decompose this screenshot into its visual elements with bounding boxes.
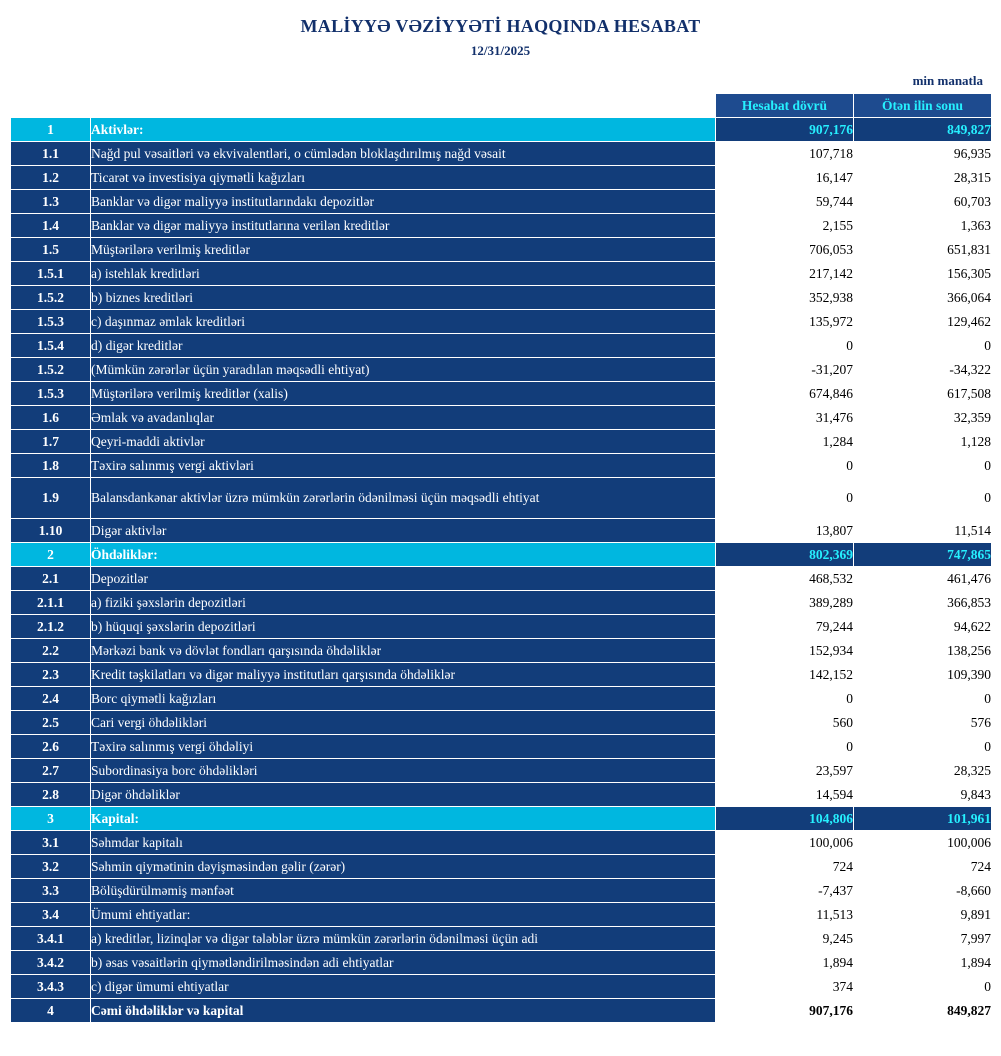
- row-number: 2.5: [11, 711, 91, 735]
- row-label: b) əsas vəsaitlərin qiymətləndirilməsindən adi ehtiyatlar: [91, 951, 716, 975]
- row-previous-value: 9,843: [854, 783, 992, 807]
- row-current-value: 1,894: [716, 951, 854, 975]
- table-row: [11, 286, 992, 310]
- table-row: [11, 478, 992, 519]
- row-number: 1.1: [11, 142, 91, 166]
- row-label: Səhmin qiymətinin dəyişməsindən gəlir (zərər): [91, 855, 716, 879]
- header-current-period: Hesabat dövrü: [716, 94, 854, 118]
- table-row: [11, 262, 992, 286]
- row-number: 3.3: [11, 879, 91, 903]
- row-number: 3.2: [11, 855, 91, 879]
- row-number: 3.4: [11, 903, 91, 927]
- row-previous-value: 0: [854, 454, 992, 478]
- row-label: Balansdankənar aktivlər üzrə mümkün zərərlərin ödənilməsi üçün məqsədli ehtiyat: [91, 478, 716, 519]
- row-label: Banklar və digər maliyyə institutlarına verilən kreditlər: [91, 214, 716, 238]
- row-current-value: 23,597: [716, 759, 854, 783]
- row-number: 1.5.1: [11, 262, 91, 286]
- row-previous-value: 96,935: [854, 142, 992, 166]
- row-current-value: -31,207: [716, 358, 854, 382]
- table-row: [11, 663, 992, 687]
- row-label: Səhmdar kapitalı: [91, 831, 716, 855]
- table-row: [11, 142, 992, 166]
- row-current-value: 0: [716, 687, 854, 711]
- row-label: Ticarət və investisiya qiymətli kağızları: [91, 166, 716, 190]
- row-previous-value: 28,325: [854, 759, 992, 783]
- row-previous-value: 724: [854, 855, 992, 879]
- row-previous-value: 0: [854, 687, 992, 711]
- row-number: 1.5.2: [11, 286, 91, 310]
- row-label: Digər öhdəliklər: [91, 783, 716, 807]
- row-previous-value: 156,305: [854, 262, 992, 286]
- row-label: a) istehlak kreditləri: [91, 262, 716, 286]
- row-current-value: 560: [716, 711, 854, 735]
- table-row: [11, 358, 992, 382]
- row-current-value: -7,437: [716, 879, 854, 903]
- row-previous-value: 101,961: [854, 807, 992, 831]
- row-number: 2.1.2: [11, 615, 91, 639]
- row-number: 3.4.2: [11, 951, 91, 975]
- table-row: [11, 927, 992, 951]
- row-previous-value: 138,256: [854, 639, 992, 663]
- row-label: Cəmi öhdəliklər və kapital: [91, 999, 716, 1023]
- row-current-value: 706,053: [716, 238, 854, 262]
- row-current-value: 11,513: [716, 903, 854, 927]
- row-previous-value: 9,891: [854, 903, 992, 927]
- row-number: 3: [11, 807, 91, 831]
- row-number: 2.3: [11, 663, 91, 687]
- row-number: 2.6: [11, 735, 91, 759]
- row-label: a) fiziki şəxslərin depozitləri: [91, 591, 716, 615]
- row-label: Ümumi ehtiyatlar:: [91, 903, 716, 927]
- row-current-value: 79,244: [716, 615, 854, 639]
- row-previous-value: 651,831: [854, 238, 992, 262]
- row-current-value: 0: [716, 735, 854, 759]
- row-previous-value: 100,006: [854, 831, 992, 855]
- row-previous-value: 0: [854, 975, 992, 999]
- table-row: [11, 951, 992, 975]
- header-name: [91, 94, 716, 118]
- row-current-value: 1,284: [716, 430, 854, 454]
- row-number: 1.4: [11, 214, 91, 238]
- row-number: 2: [11, 543, 91, 567]
- row-previous-value: 366,064: [854, 286, 992, 310]
- row-label: Bölüşdürülməmiş mənfəət: [91, 879, 716, 903]
- table-row: [11, 855, 992, 879]
- row-label: b) hüquqi şəxslərin depozitləri: [91, 615, 716, 639]
- row-number: 2.4: [11, 687, 91, 711]
- row-label: d) digər kreditlər: [91, 334, 716, 358]
- row-label: Təxirə salınmış vergi öhdəliyi: [91, 735, 716, 759]
- row-label: c) digər ümumi ehtiyatlar: [91, 975, 716, 999]
- row-label: Depozitlər: [91, 567, 716, 591]
- row-label: Öhdəliklər:: [91, 543, 716, 567]
- table-row: [11, 591, 992, 615]
- row-previous-value: 1,363: [854, 214, 992, 238]
- row-number: 2.2: [11, 639, 91, 663]
- row-current-value: 152,934: [716, 639, 854, 663]
- row-number: 1.7: [11, 430, 91, 454]
- row-label: Borc qiymətli kağızları: [91, 687, 716, 711]
- table-header-row: [11, 94, 992, 118]
- row-label: Aktivlər:: [91, 118, 716, 142]
- row-number: 2.7: [11, 759, 91, 783]
- row-previous-value: -8,660: [854, 879, 992, 903]
- row-previous-value: 11,514: [854, 519, 992, 543]
- row-current-value: 907,176: [716, 118, 854, 142]
- table-row: [11, 687, 992, 711]
- row-number: 1.9: [11, 478, 91, 519]
- row-previous-value: 32,359: [854, 406, 992, 430]
- table-row: [11, 903, 992, 927]
- row-current-value: 352,938: [716, 286, 854, 310]
- row-current-value: 100,006: [716, 831, 854, 855]
- row-current-value: 31,476: [716, 406, 854, 430]
- header-number: [11, 94, 91, 118]
- row-label: Subordinasiya borc öhdəlikləri: [91, 759, 716, 783]
- row-current-value: 468,532: [716, 567, 854, 591]
- table-row: [11, 382, 992, 406]
- table-row: [11, 567, 992, 591]
- row-previous-value: 576: [854, 711, 992, 735]
- row-current-value: 217,142: [716, 262, 854, 286]
- row-label: Mərkəzi bank və dövlət fondları qarşısında öhdəliklər: [91, 639, 716, 663]
- table-row: [11, 735, 992, 759]
- row-previous-value: 0: [854, 735, 992, 759]
- table-row: [11, 879, 992, 903]
- row-previous-value: 1,894: [854, 951, 992, 975]
- table-body: [11, 118, 992, 1023]
- row-current-value: 389,289: [716, 591, 854, 615]
- financial-statement-table: [10, 93, 992, 1023]
- row-previous-value: 0: [854, 334, 992, 358]
- row-current-value: 0: [716, 334, 854, 358]
- table-row: [11, 214, 992, 238]
- table-row: [11, 118, 992, 142]
- row-previous-value: -34,322: [854, 358, 992, 382]
- row-number: 1.6: [11, 406, 91, 430]
- row-number: 3.1: [11, 831, 91, 855]
- row-number: 2.1.1: [11, 591, 91, 615]
- row-current-value: 907,176: [716, 999, 854, 1023]
- row-label: Müştərilərə verilmiş kreditlər (xalis): [91, 382, 716, 406]
- table-row: [11, 334, 992, 358]
- row-current-value: 0: [716, 478, 854, 519]
- currency-unit-label: min manatla: [912, 73, 983, 88]
- row-label: Cari vergi öhdəlikləri: [91, 711, 716, 735]
- row-previous-value: 1,128: [854, 430, 992, 454]
- row-current-value: 724: [716, 855, 854, 879]
- table-row: [11, 975, 992, 999]
- row-previous-value: 94,622: [854, 615, 992, 639]
- row-number: 1.8: [11, 454, 91, 478]
- table-row: [11, 615, 992, 639]
- row-previous-value: 366,853: [854, 591, 992, 615]
- table-row: [11, 238, 992, 262]
- table-row: [11, 430, 992, 454]
- report-date: 12/31/2025: [470, 43, 531, 58]
- table-row: [11, 831, 992, 855]
- table-row: [11, 639, 992, 663]
- row-label: Əmlak və avadanlıqlar: [91, 406, 716, 430]
- row-label: Kapital:: [91, 807, 716, 831]
- row-previous-value: 0: [854, 478, 992, 519]
- row-previous-value: 129,462: [854, 310, 992, 334]
- table-row: [11, 406, 992, 430]
- row-number: 4: [11, 999, 91, 1023]
- row-number: 1.2: [11, 166, 91, 190]
- row-current-value: 2,155: [716, 214, 854, 238]
- row-current-value: 374: [716, 975, 854, 999]
- table-row: [11, 999, 992, 1023]
- table-row: [11, 783, 992, 807]
- row-number: 1.5.4: [11, 334, 91, 358]
- table-row: [11, 759, 992, 783]
- row-current-value: 802,369: [716, 543, 854, 567]
- table-row: [11, 519, 992, 543]
- row-previous-value: 747,865: [854, 543, 992, 567]
- row-label: b) biznes kreditləri: [91, 286, 716, 310]
- row-current-value: 107,718: [716, 142, 854, 166]
- row-number: 3.4.1: [11, 927, 91, 951]
- row-previous-value: 7,997: [854, 927, 992, 951]
- row-number: 1.3: [11, 190, 91, 214]
- row-label: Banklar və digər maliyyə institutlarındakı depozitlər: [91, 190, 716, 214]
- table-row: [11, 543, 992, 567]
- row-number: 2.1: [11, 567, 91, 591]
- row-number: 1.5.3: [11, 382, 91, 406]
- row-label: Müştərilərə verilmiş kreditlər: [91, 238, 716, 262]
- row-current-value: 59,744: [716, 190, 854, 214]
- table-row: [11, 310, 992, 334]
- row-label: Kredit təşkilatları və digər maliyyə institutları qarşısında öhdəliklər: [91, 663, 716, 687]
- row-number: 1.5.2: [11, 358, 91, 382]
- row-label: Qeyri-maddi aktivlər: [91, 430, 716, 454]
- row-previous-value: 617,508: [854, 382, 992, 406]
- row-label: c) daşınmaz əmlak kreditləri: [91, 310, 716, 334]
- row-number: 1: [11, 118, 91, 142]
- row-number: 2.8: [11, 783, 91, 807]
- row-number: 1.5: [11, 238, 91, 262]
- row-current-value: 9,245: [716, 927, 854, 951]
- row-previous-value: 109,390: [854, 663, 992, 687]
- table-row: [11, 807, 992, 831]
- page-title: MALİYYƏ VƏZİYYƏTİ HAQQINDA HESABAT: [300, 16, 701, 36]
- row-previous-value: 60,703: [854, 190, 992, 214]
- row-number: 1.10: [11, 519, 91, 543]
- row-current-value: 674,846: [716, 382, 854, 406]
- row-number: 3.4.3: [11, 975, 91, 999]
- row-previous-value: 28,315: [854, 166, 992, 190]
- row-label: Nağd pul vəsaitləri və ekvivalentləri, o cümlədən bloklaşdırılmış nağd vəsait: [91, 142, 716, 166]
- table-row: [11, 166, 992, 190]
- row-label: (Mümkün zərərlər üçün yaradılan məqsədli ehtiyat): [91, 358, 716, 382]
- row-current-value: 142,152: [716, 663, 854, 687]
- row-label: a) kreditlər, lizinqlər və digər tələblər üzrə mümkün zərərlərin ödənilməsi üçün adi: [91, 927, 716, 951]
- table-row: [11, 190, 992, 214]
- row-label: Digər aktivlər: [91, 519, 716, 543]
- row-previous-value: 461,476: [854, 567, 992, 591]
- row-current-value: 16,147: [716, 166, 854, 190]
- row-previous-value: 849,827: [854, 999, 992, 1023]
- row-number: 1.5.3: [11, 310, 91, 334]
- row-current-value: 104,806: [716, 807, 854, 831]
- row-label: Təxirə salınmış vergi aktivləri: [91, 454, 716, 478]
- row-current-value: 13,807: [716, 519, 854, 543]
- header-previous-year: Ötən ilin sonu: [854, 94, 992, 118]
- row-current-value: 135,972: [716, 310, 854, 334]
- table-row: [11, 711, 992, 735]
- row-current-value: 0: [716, 454, 854, 478]
- row-previous-value: 849,827: [854, 118, 992, 142]
- row-current-value: 14,594: [716, 783, 854, 807]
- table-row: [11, 454, 992, 478]
